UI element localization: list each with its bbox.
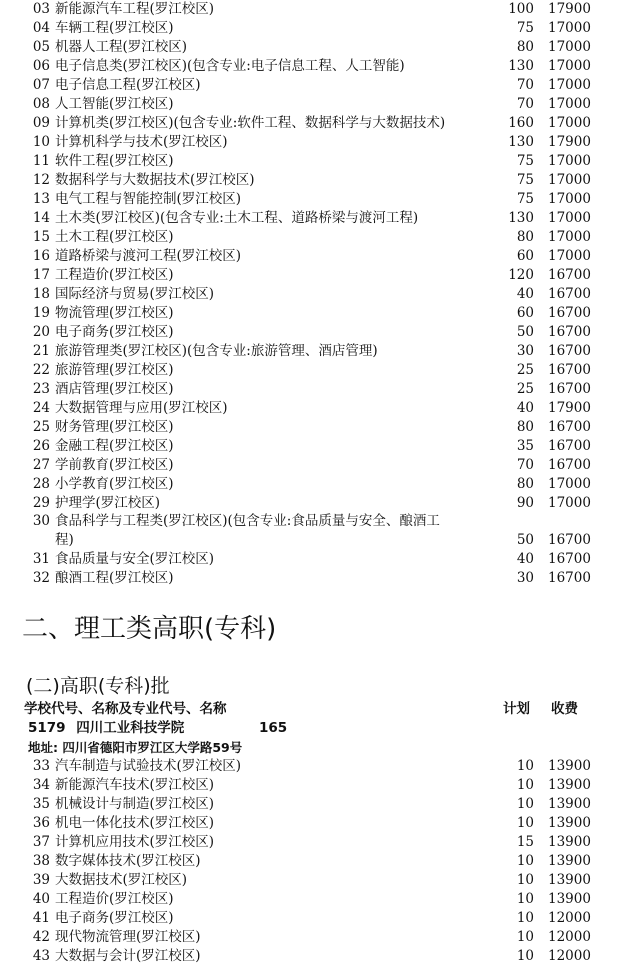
major-name: 物流管理(罗江校区) xyxy=(55,305,174,321)
plan-count: 15 xyxy=(516,834,534,850)
tuition-fee: 17000 xyxy=(548,20,591,36)
plan-count: 80 xyxy=(516,39,534,55)
major-code: 39 xyxy=(32,872,50,888)
plan-count: 10 xyxy=(516,891,534,907)
tuition-fee: 13900 xyxy=(548,853,591,869)
tuition-fee: 12000 xyxy=(548,948,591,964)
table-row xyxy=(0,871,619,890)
tuition-fee: 13900 xyxy=(548,815,591,831)
plan-count: 80 xyxy=(516,419,534,435)
major-code: 30 xyxy=(32,513,50,529)
tuition-fee: 12000 xyxy=(548,929,591,945)
major-code: 36 xyxy=(32,815,50,831)
tuition-fee: 16700 xyxy=(548,305,591,321)
major-name: 数据科学与大数据技术(罗江校区) xyxy=(55,172,255,188)
table-row xyxy=(0,380,619,399)
tuition-fee: 16700 xyxy=(548,438,591,454)
table-row xyxy=(0,909,619,928)
tuition-fee: 13900 xyxy=(548,834,591,850)
plan-count: 10 xyxy=(516,758,534,774)
major-code: 04 xyxy=(32,20,50,36)
major-name: 机电一体化技术(罗江校区) xyxy=(55,815,215,831)
major-code: 10 xyxy=(32,134,50,150)
major-name: 计算机科学与技术(罗江校区) xyxy=(55,134,228,150)
major-code: 33 xyxy=(32,758,50,774)
plan-count: 10 xyxy=(516,948,534,964)
column-header-plan: 计划 xyxy=(503,701,530,717)
major-name: 旅游管理类(罗江校区)(包含专业:旅游管理、酒店管理) xyxy=(55,343,378,359)
tuition-fee: 17000 xyxy=(548,476,591,492)
major-name: 护理学(罗江校区) xyxy=(55,495,161,511)
major-code: 43 xyxy=(32,948,50,964)
table-row xyxy=(0,171,619,190)
table-row xyxy=(0,342,619,361)
plan-count: 130 xyxy=(508,58,534,74)
tuition-fee: 17000 xyxy=(548,172,591,188)
major-name: 大数据管理与应用(罗江校区) xyxy=(55,400,228,416)
major-name: 新能源汽车工程(罗江校区) xyxy=(55,1,215,17)
major-code: 25 xyxy=(32,419,50,435)
major-code: 19 xyxy=(32,305,50,321)
table-row xyxy=(0,209,619,228)
table-row xyxy=(0,266,619,285)
plan-count: 130 xyxy=(508,210,534,226)
table-row xyxy=(0,133,619,152)
table-row xyxy=(0,361,619,380)
tuition-fee: 17900 xyxy=(548,134,591,150)
major-name: 电子信息工程(罗江校区) xyxy=(55,77,201,93)
major-code: 31 xyxy=(32,551,50,567)
plan-count: 160 xyxy=(508,115,534,131)
table-row xyxy=(0,795,619,814)
major-name: 酒店管理(罗江校区) xyxy=(55,381,174,397)
major-name: 食品科学与工程类(罗江校区)(包含专业:食品质量与安全、酿酒工 xyxy=(55,513,440,529)
tuition-fee: 17900 xyxy=(548,1,591,17)
table-row xyxy=(0,947,619,966)
major-code: 05 xyxy=(32,39,50,55)
major-name: 人工智能(罗江校区) xyxy=(55,96,174,112)
table-row xyxy=(0,19,619,38)
table-row xyxy=(0,928,619,947)
tuition-fee: 17000 xyxy=(548,77,591,93)
plan-count: 30 xyxy=(516,343,534,359)
major-name: 小学教育(罗江校区) xyxy=(55,476,174,492)
table-row xyxy=(0,814,619,833)
table-row xyxy=(0,76,619,95)
major-name: 旅游管理(罗江校区) xyxy=(55,362,174,378)
plan-count: 25 xyxy=(516,362,534,378)
table-row xyxy=(0,494,619,513)
major-code: 40 xyxy=(32,891,50,907)
tuition-fee: 13900 xyxy=(548,758,591,774)
tuition-fee: 16700 xyxy=(548,343,591,359)
tuition-fee: 16700 xyxy=(548,286,591,302)
plan-count: 10 xyxy=(516,872,534,888)
major-code: 41 xyxy=(32,910,50,926)
major-name: 电子商务(罗江校区) xyxy=(55,324,174,340)
tuition-fee: 16700 xyxy=(548,267,591,283)
major-code: 26 xyxy=(32,438,50,454)
major-name: 金融工程(罗江校区) xyxy=(55,438,174,454)
table-row xyxy=(0,95,619,114)
plan-count: 90 xyxy=(516,495,534,511)
major-name: 车辆工程(罗江校区) xyxy=(55,20,174,36)
table-row xyxy=(0,399,619,418)
school-code: 5179 xyxy=(28,720,66,736)
major-code: 09 xyxy=(32,115,50,131)
tuition-fee: 17000 xyxy=(548,58,591,74)
major-name: 数字媒体技术(罗江校区) xyxy=(55,853,201,869)
major-code: 37 xyxy=(32,834,50,850)
table-row xyxy=(0,114,619,133)
major-code: 20 xyxy=(32,324,50,340)
major-name: 工程造价(罗江校区) xyxy=(55,891,174,907)
tuition-fee: 17000 xyxy=(548,96,591,112)
table-row xyxy=(0,285,619,304)
plan-count: 50 xyxy=(516,324,534,340)
major-code: 17 xyxy=(32,267,50,283)
table-row-30 xyxy=(0,512,619,531)
plan-count: 40 xyxy=(516,286,534,302)
plan-count: 25 xyxy=(516,381,534,397)
tuition-fee: 17000 xyxy=(548,191,591,207)
major-name: 国际经济与贸易(罗江校区) xyxy=(55,286,215,302)
major-code: 28 xyxy=(32,476,50,492)
major-code: 21 xyxy=(32,343,50,359)
subsection-title: (二)高职(专科)批 xyxy=(26,675,170,697)
tuition-fee: 13900 xyxy=(548,777,591,793)
major-code: 24 xyxy=(32,400,50,416)
major-name: 机械设计与制造(罗江校区) xyxy=(55,796,215,812)
table-row-30-continued xyxy=(0,531,619,550)
major-name: 汽车制造与试验技术(罗江校区) xyxy=(55,758,242,774)
plan-count: 130 xyxy=(508,134,534,150)
major-code: 32 xyxy=(32,570,50,586)
table-row xyxy=(0,57,619,76)
table-row xyxy=(0,437,619,456)
plan-count: 70 xyxy=(516,96,534,112)
plan-count: 80 xyxy=(516,229,534,245)
major-code: 14 xyxy=(32,210,50,226)
tuition-fee: 17000 xyxy=(548,248,591,264)
plan-count: 100 xyxy=(508,1,534,17)
major-name: 软件工程(罗江校区) xyxy=(55,153,174,169)
table-row xyxy=(0,852,619,871)
plan-count: 80 xyxy=(516,476,534,492)
tuition-fee: 16700 xyxy=(548,362,591,378)
tuition-fee: 13900 xyxy=(548,891,591,907)
column-header-school-major: 学校代号、名称及专业代号、名称 xyxy=(24,701,227,717)
plan-count: 40 xyxy=(516,551,534,567)
major-code: 16 xyxy=(32,248,50,264)
plan-count: 30 xyxy=(516,570,534,586)
plan-count: 40 xyxy=(516,400,534,416)
table-row xyxy=(0,152,619,171)
tuition-fee: 17000 xyxy=(548,495,591,511)
table-row xyxy=(0,247,619,266)
plan-count: 70 xyxy=(516,457,534,473)
major-name: 财务管理(罗江校区) xyxy=(55,419,174,435)
major-name: 大数据技术(罗江校区) xyxy=(55,872,188,888)
table-row xyxy=(0,776,619,795)
major-code: 34 xyxy=(32,777,50,793)
plan-count: 75 xyxy=(516,191,534,207)
major-name-continued: 程) xyxy=(55,532,74,548)
tuition-fee: 16700 xyxy=(548,570,591,586)
major-name: 电气工程与智能控制(罗江校区) xyxy=(55,191,242,207)
major-code: 35 xyxy=(32,796,50,812)
major-name: 大数据与会计(罗江校区) xyxy=(55,948,201,964)
major-name: 计算机应用技术(罗江校区) xyxy=(55,834,215,850)
school-name: 四川工业科技学院 xyxy=(76,720,185,736)
plan-count: 75 xyxy=(516,20,534,36)
tuition-fee: 17900 xyxy=(548,400,591,416)
table-row xyxy=(0,323,619,342)
major-name: 新能源汽车技术(罗江校区) xyxy=(55,777,215,793)
tuition-fee: 13900 xyxy=(548,872,591,888)
major-code: 11 xyxy=(32,153,50,169)
table-row xyxy=(0,456,619,475)
major-code: 23 xyxy=(32,381,50,397)
plan-count: 35 xyxy=(516,438,534,454)
major-code: 38 xyxy=(32,853,50,869)
major-name: 电子信息类(罗江校区)(包含专业:电子信息工程、人工智能) xyxy=(55,58,405,74)
plan-count: 60 xyxy=(516,305,534,321)
table-row xyxy=(0,550,619,569)
table-row xyxy=(0,833,619,852)
major-name: 酿酒工程(罗江校区) xyxy=(55,570,174,586)
plan-count: 10 xyxy=(516,777,534,793)
major-code: 22 xyxy=(32,362,50,378)
tuition-fee: 17000 xyxy=(548,229,591,245)
plan-count: 10 xyxy=(516,929,534,945)
major-code: 06 xyxy=(32,58,50,74)
major-name: 现代物流管理(罗江校区) xyxy=(55,929,201,945)
plan-count: 75 xyxy=(516,172,534,188)
tuition-fee: 16700 xyxy=(548,532,591,548)
major-name: 土木类(罗江校区)(包含专业:土木工程、道路桥梁与渡河工程) xyxy=(55,210,419,226)
tuition-fee: 16700 xyxy=(548,419,591,435)
major-code: 03 xyxy=(32,1,50,17)
major-name: 机器人工程(罗江校区) xyxy=(55,39,188,55)
section-title: 二、理工类高职(专科) xyxy=(22,614,277,644)
plan-count: 75 xyxy=(516,153,534,169)
major-name: 电子商务(罗江校区) xyxy=(55,910,174,926)
plan-count: 10 xyxy=(516,910,534,926)
major-name: 学前教育(罗江校区) xyxy=(55,457,174,473)
school-line xyxy=(28,719,288,738)
table-row xyxy=(0,190,619,209)
tuition-fee: 16700 xyxy=(548,457,591,473)
table-row xyxy=(0,890,619,909)
major-name: 道路桥梁与渡河工程(罗江校区) xyxy=(55,248,242,264)
tuition-fee: 13900 xyxy=(548,796,591,812)
table-row xyxy=(0,0,619,19)
tuition-fee: 17000 xyxy=(548,210,591,226)
table-row xyxy=(0,38,619,57)
plan-count: 120 xyxy=(508,267,534,283)
table-row xyxy=(0,569,619,588)
major-code: 12 xyxy=(32,172,50,188)
major-code: 42 xyxy=(32,929,50,945)
table-row xyxy=(0,757,619,776)
tuition-fee: 16700 xyxy=(548,381,591,397)
tuition-fee: 12000 xyxy=(548,910,591,926)
tuition-fee: 17000 xyxy=(548,39,591,55)
table-row xyxy=(0,304,619,323)
major-code: 08 xyxy=(32,96,50,112)
plan-count: 60 xyxy=(516,248,534,264)
plan-count: 10 xyxy=(516,815,534,831)
tuition-fee: 16700 xyxy=(548,324,591,340)
tuition-fee: 16700 xyxy=(548,551,591,567)
column-header-fee: 收费 xyxy=(551,701,578,717)
major-code: 18 xyxy=(32,286,50,302)
major-code: 27 xyxy=(32,457,50,473)
table-row xyxy=(0,418,619,437)
major-name: 土木工程(罗江校区) xyxy=(55,229,174,245)
plan-count: 10 xyxy=(516,853,534,869)
table-row xyxy=(0,475,619,494)
school-total-plan: 165 xyxy=(259,720,288,736)
major-name: 计算机类(罗江校区)(包含专业:软件工程、数据科学与大数据技术) xyxy=(55,115,446,131)
major-code: 15 xyxy=(32,229,50,245)
tuition-fee: 17000 xyxy=(548,153,591,169)
table-row xyxy=(0,228,619,247)
major-code: 07 xyxy=(32,77,50,93)
major-code: 29 xyxy=(32,495,50,511)
major-name: 食品质量与安全(罗江校区) xyxy=(55,551,215,567)
plan-count: 70 xyxy=(516,77,534,93)
plan-count: 50 xyxy=(516,532,534,548)
school-address: 地址: 四川省德阳市罗江区大学路59号 xyxy=(28,740,243,755)
plan-count: 10 xyxy=(516,796,534,812)
major-code: 13 xyxy=(32,191,50,207)
tuition-fee: 17000 xyxy=(548,115,591,131)
major-name: 工程造价(罗江校区) xyxy=(55,267,174,283)
